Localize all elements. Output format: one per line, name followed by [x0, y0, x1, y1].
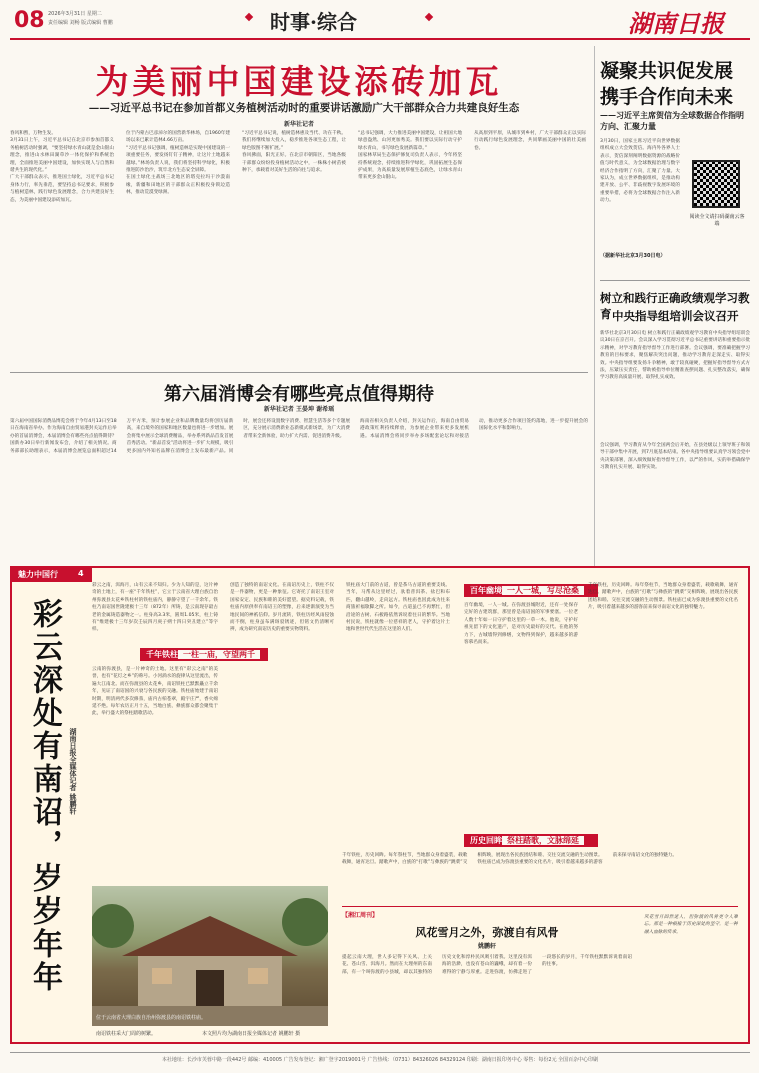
feature-col-2: 云南的弥渡县，是一片神奇的土地。这里有“彩云之南”的美誉，也有“花灯之乡”的称号。小河淌水的旋律从这里流出，传遍大江南北。而在弥渡县的太花乡，南诏铁柱已默默矗立千余年，见证了南诏国的兴衰与各民族的交融。铁柱庙始建于南诏时期，明清两代多次修葺，庙内古柏苍翠，殿宇庄严，香火绵延不绝。每年农历正月十五，当地白族、彝族群众都会聚集于此，举行盛大的祭柱踏歌活动。 [92, 667, 218, 717]
rs1-source: （据新华社北京3月30日电） [600, 253, 666, 259]
lead-byline: 新华社记者 [283, 121, 314, 128]
section-rule [10, 372, 588, 373]
rs-divider [600, 280, 750, 281]
photo-caption-right: 本文照片均为湖南日报全媒体记者 姚鹏轩 摄 [202, 1031, 301, 1037]
subtag-thousand-year-pillar: 千年铁柱 一柱一庙，守望两千 [140, 648, 268, 661]
lead-col-4: “总书记强调，大力推进美丽中国建设，让祖国大地绿意盎然、山河更加秀美。我们要以实际行动守护绿水青山，书写绿色发展新篇章。” 国家林草局生态保护修复司负责人表示，今年将坚持系统观念，持续推进科学绿化，巩固拓展生态保护成果，为高质量发展厚植生态底色，让绿水青山带来更多金山银山。 [358, 131, 462, 181]
feature-col-4: 铁柱庙大门前的古道，曾是茶马古道的重要支线。当年，马帮从这里经过，驮着普洱茶、盐巴和布匹，翻山越岭，走向远方。铁柱庙也因此成为往来商旅祈福歇脚之所。如今，古道虽已不再繁忙，但沿途的古树、石板路依然诉说着往日的繁华。当地村民说，铁柱就像一位慈祥的老人，守护着这片土地和世世代代生活在这里的人们。 [346, 583, 450, 633]
feature-banner-number: 4 [78, 569, 84, 578]
feature-col-3: 创造了独特的南诏文化。在南诏历史上，铁柱不仅是一件器物，更是一种象征。它寄托了南诏王室对国家安定、民族和睦的美好愿望。据史料记载，铁柱庙内原供奉有南诏王的塑像，后来逐渐演变为当地民间的神祇信仰。岁月流转，铁柱历经风雨侵蚀而不倒，柱身虽布满斑驳锈迹，但铭文仍清晰可辨，成为研究南诏历史的重要实物资料。 [230, 583, 334, 633]
feature-photo [92, 886, 328, 1026]
consumption-byline: 新华社记者 王晏坤 谢希瑶 [263, 406, 335, 413]
section-banner [245, 13, 253, 21]
footer-text: 本社地址：长沙市芙蓉中路一段442号 邮编：410005 广告发布登记：湘广登字2019001号 广告热线：（0731）84326026 84329124 印刷：湖南日报印务中心 零售：每份2元 全国百杂中心印刷 [161, 1057, 599, 1063]
lead-col-3: “习近平总书记说，植树造林惠及当代、功在千秋。我们将继续加大投入，稳步推进各项生态工程，让绿色版图不断扩展。” 春风拂面，阳光正好。在北京市朝阳区，当地各级干部群众纷纷投身植树活动之中，一株株小树苗被种下，承载着对美好生活的向往与追求。 [242, 131, 346, 174]
rs2-body-2: 会议强调，学习教育从今年全国两会后开始，在县处级以上领导班子和领导干部中集中开展，到7月底基本结束。各中央指导组要认真学习领会党中央决策部署，深入细致做好指导督导工作，以严的作风、实的举措确保学习教育扎实开展、取得实效。 [600, 443, 750, 471]
rs2-body: 新华社北京3月30日电 树立和践行正确政绩观学习教育中央指导组培训会议30日在京召开。会议深入学习贯彻习近平总书记重要讲话和重要指示批示精神，对学习教育指导督导工作进行部署。会议强调，要准确把握学习教育的目标要求，聚焦解决突出问题，推动学习教育走深走实、取得实效。中央指导组要发扬斗争精神，敢于较真碰硬，把握好指导督导方式方法，压紧压实责任，帮助被指导单位精准查摆问题、扎实整改落实，确保学习教育高质量开展、取得扎实成效。 [600, 331, 750, 381]
literary-body: 提起云南大理，世人多记得下关风、上关花、苍山雪、洱海月。然而在大理州的东南部，有一个叫弥渡的小县城，却以其独特的历史文化和淳朴民风吸引着我。这里没有洱海的浩渺，也没有苍山的巍峨，却有着一份难得的宁静与厚重。走进弥渡，仿佛走进了一段悠长的岁月，千年铁柱默默诉说着南诏的往事。 [342, 955, 632, 975]
feature-col-1: 彩云之南，洱海月，山有云来不知归。少为人知的是，这片神奇的土地上，有一座“千年铁柱”，它立于云南省大理白族自治州弥渡县太花乡铁柱村的铁柱庙内，静静守望了一千余年。铁柱乃南诏国世隆建极十三年（872年）所铸，是云南现存最古老的金属铸造器物之一。柱身高3.3米，圆周1.05米，柱上铸有“维建极十三年岁次壬辰四月庚子朔十四日癸丑建立”等字样。 [92, 583, 218, 633]
feature-reporter: 湖南日报全媒体记者 姚鹏轩 [69, 728, 77, 815]
rs2-title-line2: 中央指导组培训会议召开 [612, 309, 739, 323]
consumption-body-2: 海南省相关负责人介绍，封关运作后，海南自由贸易港政策红利持续释放，为参展企业带来更多发展机遇。本届消博会将同步举办多场配套论坛和对接活动，推动更多合作项目签约落地，进一步提升展会的国际化水平和影响力。 [360, 419, 588, 439]
editor-line: 责任编辑 刘畅 版式编辑 曹鹏 [48, 20, 113, 26]
lead-subtitle: ——习近平总书记在参加首都义务植树活动时的重要讲话激励广大干部群众合力共建良好生态 [88, 102, 520, 114]
literary-side-note: 风花雪月固然迷人，但弥渡的风骨更令人难忘。那是一种根植于历史深处的坚守，是一种融入血脉的传承。 [644, 915, 738, 935]
section-banner-diamond [425, 13, 433, 21]
feature-headline: 彩云深处有南诏，岁岁年年 [27, 598, 62, 994]
page-number: 08 [14, 8, 45, 33]
photo-caption-bottom: 南诏铁柱采大门周的树繁。 [96, 1031, 157, 1037]
lead-title: 为美丽中国建设添砖加瓦 [95, 62, 503, 101]
rs1-title-line1: 凝聚共识促发展 [600, 60, 734, 82]
consumption-body: 第六届中国国际消费品博览会将于今年4月13日至18日在海南省举办。作为海南自由贸易港封关运作后举办的首届消博会，本届消博会有哪些亮点值得期待？国新办30日举行新闻发布会，介绍了相关情况。商务部部长助理表示，本届消博会展览总面积超过14万平方米，预计参展企业和品牌数量均将创历届新高，来自境外的国家和地区数量也将进一步增加。展会将集中展示全球消费精品，举办系列新品首发首展首秀活动。“新品首发”活动将进一步扩大规模，吸引更多国内外知名品牌在消博会上发布最新产品。同时，展会还将设置数字消费、智慧生活等多个专题展区，充分展示消费新业态新模式新场景，为广大消费者带来全新体验，助力扩大内需、促进消费升级。 [10, 419, 350, 454]
consumption-story [10, 374, 588, 564]
date-line: 2026年3月31日 星期二 [48, 11, 102, 17]
subtag-century-realm: 百年幽境 一人一城，写尽沧桑 [464, 584, 598, 597]
section-title: 时事·综合 [270, 10, 357, 34]
temple-photo-illustration [92, 886, 328, 1026]
lead-col-5: 从高原到平原，从城市到乡村，广大干部群众正以实际行动践行绿色发展理念，共同擘画美丽中国的壮美画卷。 [474, 131, 586, 151]
literary-author: 姚鹏轩 [477, 943, 496, 950]
lead-col-1: 春风和煦，万物生发。 3月31日上午，习近平总书记在北京市参加首都义务植树活动时强调，“要坚持绿水青山就是金山银山理念，推进山水林田湖草沙一体化保护和系统治理，全面推进美丽中国建设，加快实现人与自然和谐共生的现代化。” 广大干部群众表示，推进国土绿化，习近平总书记身体力行，率先垂范，要坚持总书记要求，积极参与植树造林，践行绿色发展理念，合力共建良好生态，为美丽中国建设添砖加瓦。 [10, 131, 114, 203]
feature-col-5: 百年幽境，一人一城。在弥渡县城附近，还有一处保存完好的古建筑群，那里曾是南诏国的军事要塞。一位老人数十年如一日守护着这里的一草一木。他说，守护好祖先留下的文化遗产，是对历史最好的交代。在他的努力下，古城墙得到修缮，文物得到保护，越来越多的游客慕名而来。 [464, 603, 578, 646]
subtag-history-review: 历史回眸 祭柱踏歌，文脉绵延 [464, 834, 598, 847]
feature-col-7: 千年铁柱，历史回眸。每年祭柱节，当地群众身着盛装，载歌载舞，通宵达旦。踏歌声中，白族的“打歌”与彝族的“跳菜”交相辉映，展现出各民族团结和睦、交往交流交融的生动图景。铁柱庙已成为弥渡县重要的文化名片，吸引着越来越多的游客前来探寻南诏文化的独特魅力。 [342, 853, 677, 866]
footer-rule [10, 1052, 750, 1053]
literary-title: 风花雪月之外，弥渡自有风骨 [415, 926, 559, 939]
feature-frame [10, 566, 750, 1044]
lead-col-2: 位于内蒙古巴彦淖尔的国营新华林场，自1960年建场以来已累计造林4.66万亩。 “习近平总书记强调，植树造林是实现中国建设的一项重要任务，要发扬钉钉子精神，让这片土地越来越绿。”林场负责人说，我们将坚持科学绿化，积极推进防沙治沙，筑牢北方生态安全屏障。 在国土绿化主战场三北地区的塔克拉玛干沙漠南缘，新疆和田地区的干部群众正积极投身锁边造林，推动荒漠变绿洲。 [126, 131, 230, 196]
literary-header: 【湘江周刊】 [342, 912, 379, 919]
rs2-title-line1: 树立和践行正确政绩观学习教育 [600, 291, 750, 321]
feature-col-6: 千年铁柱，历史回眸。每年祭柱节，当地群众身着盛装，载歌载舞，通宵达旦。踏歌声中，白族的“打歌”与彝族的“跳菜”交相辉映，展现出各民族团结和睦、交往交流交融的生动图景。铁柱庙已成为弥渡县重要的文化名片，吸引着越来越多的游客前来探寻南诏文化的独特魅力。 [588, 583, 738, 611]
paper-name-logo: 湖南日报 [628, 9, 724, 38]
qr-caption: 阅读全文请扫码湖南云客端 [689, 214, 745, 227]
masthead [0, 0, 759, 44]
rs1-body: 3月30日，国家主席习近平向世界数据组织成立大会致贺信。海内外各界人士表示，贺信深刻阐明数据资源的战略价值与时代意义，为全球数据治理与数字经济合作指明了方向，汇聚了力量。大家认为，成立世界数据组织，是推动构建开放、公平、非歧视数字发展环境的重要举措，必将为全球数据合作注入新动力。 [600, 139, 680, 204]
photo-caption-left: 位于云南省大理白族自治州弥渡县的南诏铁柱庙。 [96, 1015, 207, 1021]
consumption-title: 第六届消博会有哪些亮点值得期待 [164, 384, 434, 405]
masthead-rule [10, 38, 750, 40]
literary-rule [342, 906, 738, 907]
right-story-1 [600, 48, 750, 280]
lead-story [10, 46, 588, 370]
rs1-title-line2: 携手合作向未来 [600, 86, 734, 108]
rs1-subtitle: ——习近平主席贺信为全球数据合作指明方向、汇聚力量 [600, 110, 744, 131]
feature-banner-label: 魅力中国行 [18, 570, 58, 579]
qr-code-icon[interactable] [692, 160, 740, 208]
